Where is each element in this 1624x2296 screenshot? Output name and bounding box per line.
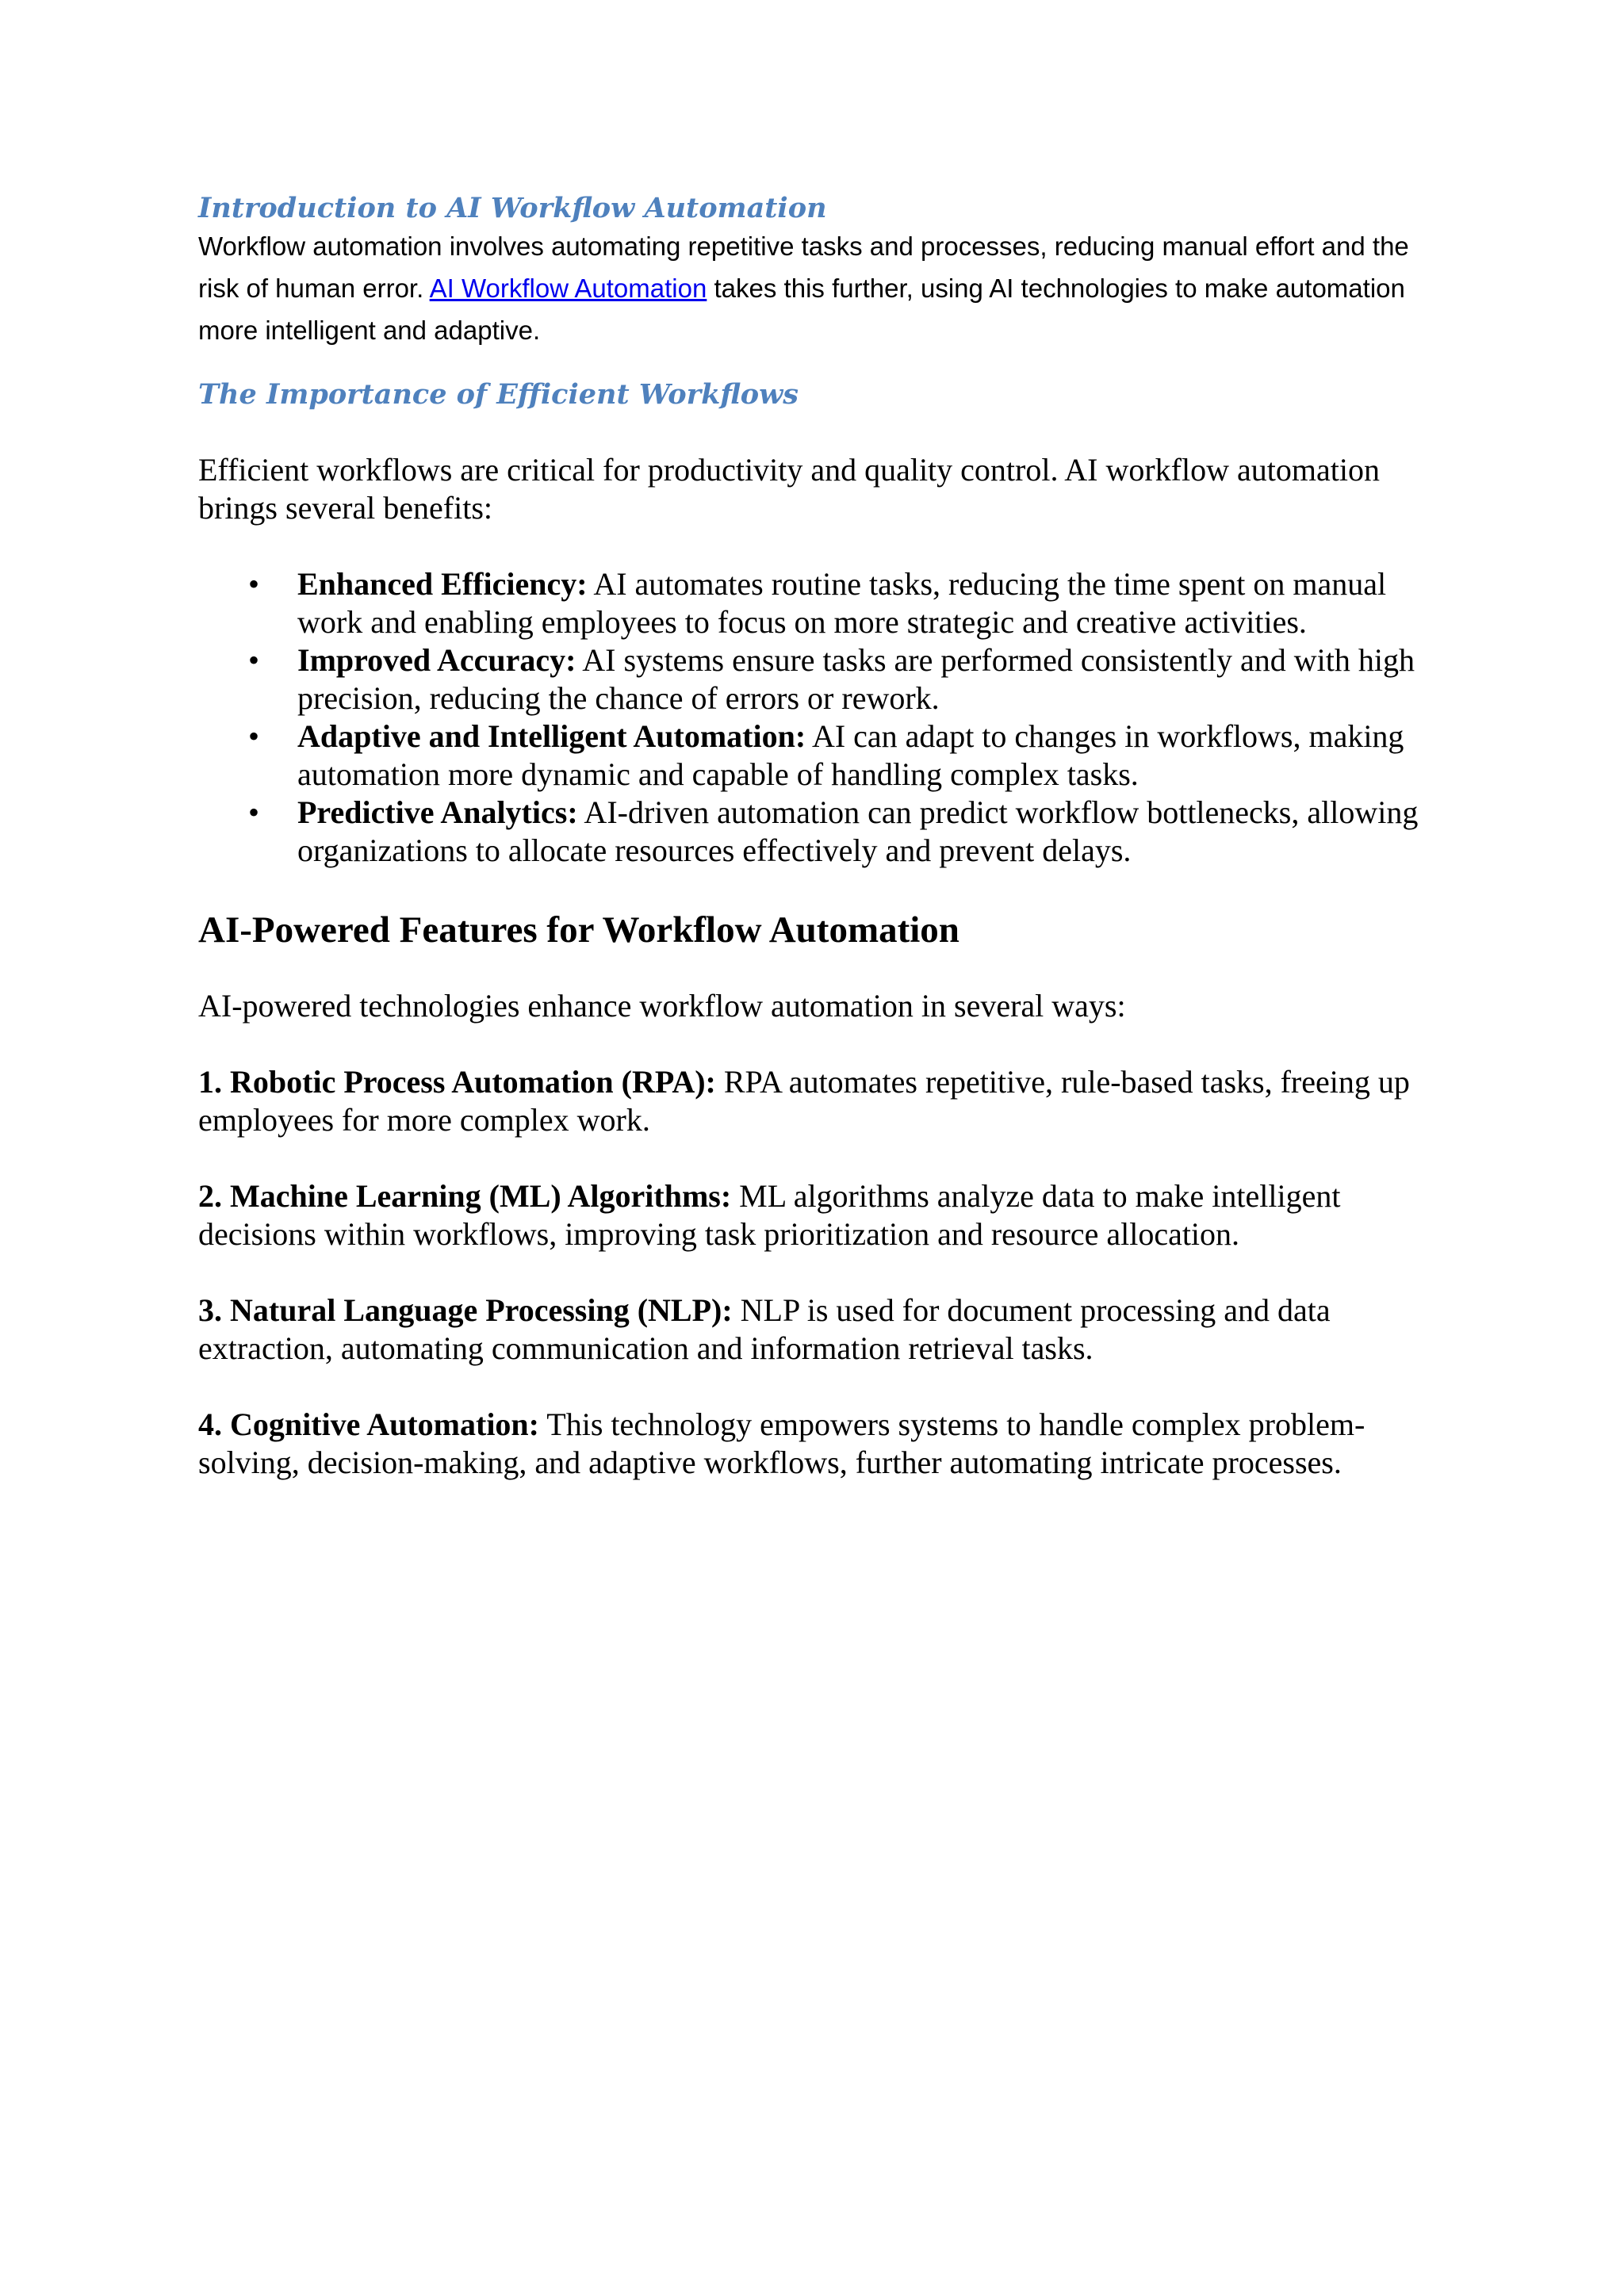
features-heading: AI-Powered Features for Workflow Automation bbox=[198, 909, 959, 951]
benefit-term: Adaptive and Intelligent Automation: bbox=[297, 718, 806, 754]
feature-term: 2. Machine Learning (ML) Algorithms: bbox=[198, 1178, 732, 1214]
benefit-text: AI systems ensure tasks are performed consistently and with high precision, reducing the chance of errors or rework. bbox=[297, 642, 1415, 716]
feature-term: 4. Cognitive Automation: bbox=[198, 1406, 539, 1442]
feature-item bbox=[198, 1063, 1443, 1139]
feature-term: 3. Natural Language Processing (NLP): bbox=[198, 1292, 733, 1328]
benefits-list bbox=[198, 565, 1443, 870]
feature-item bbox=[198, 1177, 1443, 1253]
ai-workflow-automation-link[interactable]: AI Workflow Automation bbox=[429, 274, 707, 303]
list-item bbox=[198, 794, 1443, 870]
bullet-icon: • bbox=[248, 794, 260, 830]
feature-text: NLP is used for document processing and data extraction, automating communication and information retrieval tasks. bbox=[198, 1292, 1331, 1366]
document-content bbox=[198, 192, 1443, 1482]
feature-item bbox=[198, 1406, 1443, 1482]
feature-term: 1. Robotic Process Automation (RPA): bbox=[198, 1064, 716, 1100]
bullet-icon: • bbox=[248, 718, 260, 754]
benefit-text: AI-driven automation can predict workflow bottlenecks, allowing organizations to allocate resources effectively and prevent delays. bbox=[297, 794, 1419, 868]
benefit-text: AI automates routine tasks, reducing the time spent on manual work and enabling employees to focus on more strategic and creative activities. bbox=[297, 566, 1387, 640]
intro-heading: Introduction to AI Workflow Automation bbox=[198, 192, 827, 224]
bullet-icon: • bbox=[248, 566, 260, 602]
feature-text: RPA automates repetitive, rule-based tasks, freeing up employees for more complex work. bbox=[198, 1064, 1410, 1138]
benefit-term: Enhanced Efficiency: bbox=[297, 566, 588, 602]
list-item bbox=[198, 718, 1443, 794]
benefit-text: AI can adapt to changes in workflows, making automation more dynamic and capable of handling complex tasks. bbox=[297, 718, 1404, 792]
list-item bbox=[198, 565, 1443, 641]
intro-text-end: takes this further, using AI technologies to make automation more intelligent and adaptive. bbox=[198, 274, 1405, 345]
list-item bbox=[198, 641, 1443, 718]
benefit-term: Predictive Analytics: bbox=[297, 794, 578, 830]
importance-lead: Efficient workflows are critical for productivity and quality control. AI workflow automation brings several benefits: bbox=[198, 452, 1380, 526]
feature-text: ML algorithms analyze data to make intelligent decisions within workflows, improving task prioritization and resource allocation. bbox=[198, 1178, 1341, 1252]
features-intro: AI-powered technologies enhance workflow automation in several ways: bbox=[198, 988, 1126, 1024]
intro-text-start: Workflow automation involves automating repetitive tasks and processes, reducing manual effort and the risk of human error. bbox=[198, 232, 1409, 303]
benefit-term: Improved Accuracy: bbox=[297, 642, 576, 678]
bullet-icon: • bbox=[248, 642, 260, 678]
intro-paragraph bbox=[198, 225, 1443, 351]
feature-item bbox=[198, 1292, 1443, 1368]
importance-heading: The Importance of Efficient Workflows bbox=[198, 378, 799, 411]
feature-text: This technology empowers systems to handle complex problem-solving, decision-making, and adaptive workflows, further automating intricate processes. bbox=[198, 1406, 1365, 1480]
